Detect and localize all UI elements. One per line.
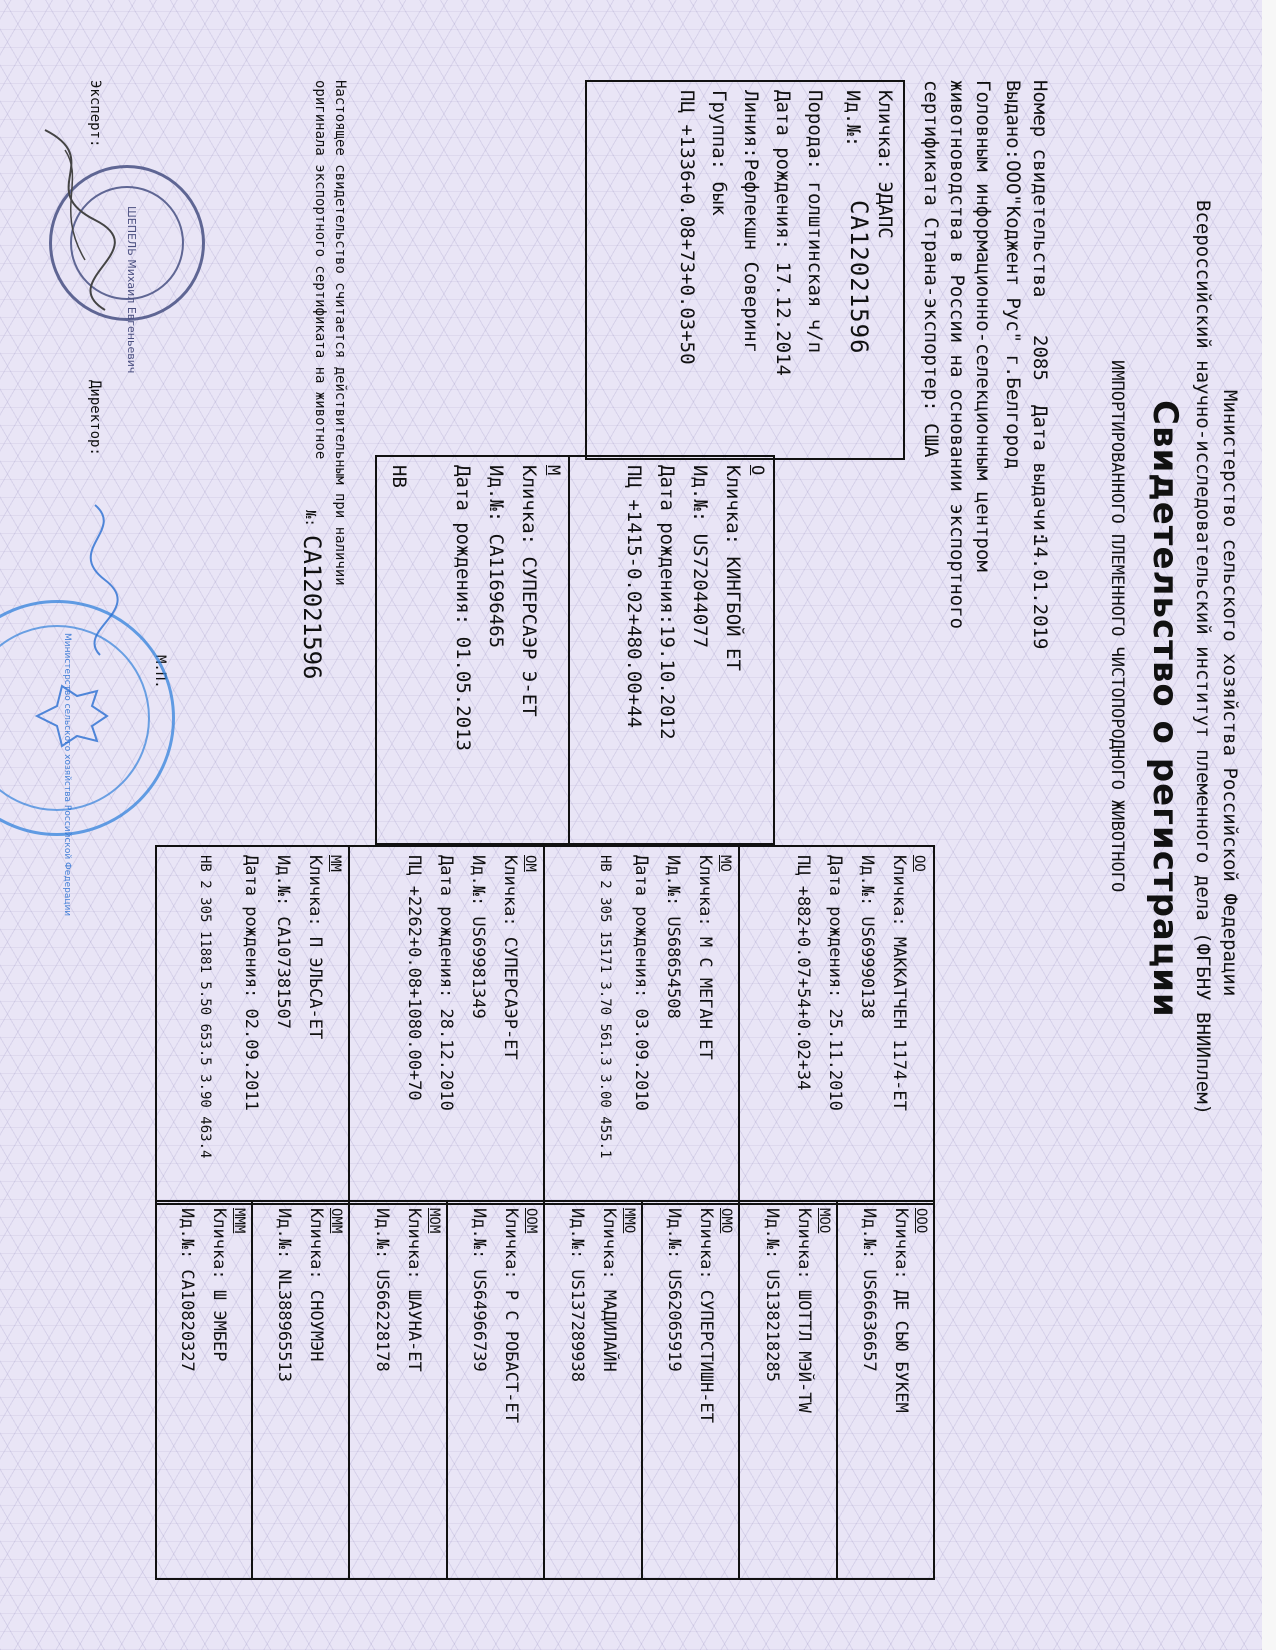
ggp-label: МММ — [231, 1208, 247, 1234]
animal-id-label: Ид.№: — [842, 90, 864, 148]
cert-date: 14.01.2019 — [1029, 535, 1051, 650]
gp-mm-label: ММ — [327, 855, 343, 872]
parent-o-name: Кличка: КИНГБОЙ ЕТ — [722, 465, 744, 671]
gp-oo-name: Кличка: МАККАТЧЕН 1174-ЕТ — [889, 855, 909, 1111]
eagle-emblem-icon — [32, 681, 112, 751]
expert-stamp-text: ШЕПЕЛЬ Михаил Евгеньевич — [125, 206, 138, 374]
animal-pts: ПЦ +1336+0.08+73+0.03+50 — [676, 90, 698, 365]
gp-om-birth: Дата рождения: 28.12.2010 — [436, 855, 456, 1111]
animal-id: СА12021596 — [845, 200, 873, 355]
gp-oo-pts: ПЦ +882+0.07+54+0.02+34 — [793, 855, 813, 1091]
cert-no: СА12021596 — [298, 535, 326, 680]
gp-om-pts: ПЦ +2262+0.08+1080.00+70 — [404, 855, 424, 1101]
gp-divider-1 — [738, 845, 740, 1205]
ggp-divider-4 — [543, 1200, 545, 1580]
issuer-line-3: сертификата Страна-экспортер: США — [920, 80, 942, 458]
cert-date-label: Дата выдачи: — [1029, 405, 1051, 543]
ggp-id: Ид.№: NL388965513 — [274, 1208, 294, 1382]
gp-mm-name: Кличка: П ЭЛЬСА-ЕТ — [305, 855, 325, 1040]
parent-m-birth: Дата рождения: 01.05.2013 — [452, 465, 474, 751]
ministry-line: Министерство сельского хозяйства Российской Федерации — [1219, 390, 1241, 997]
gp-mo-hb: НВ 2 305 15171 3.70 561.3 3.00 455.1 — [597, 855, 613, 1159]
expert-label: Эксперт: — [87, 80, 103, 148]
mp-label: М.П. — [152, 655, 168, 689]
gp-om-id: Ид.№: US69981349 — [468, 855, 488, 1019]
animal-breed: Порода: голштинская ч/п — [804, 90, 826, 354]
grandparents-box — [155, 845, 935, 1205]
director-label: Директор: — [87, 380, 103, 456]
ggp-name: Кличка: Ш ЭМБЕР — [209, 1208, 229, 1362]
ggp-divider-3 — [641, 1200, 643, 1580]
director-signature — [55, 500, 135, 660]
animal-line: Линия:Рефлекшн Соверинг — [740, 90, 762, 354]
parent-o-pts: ПЦ +1415-0.02+480.00+44 — [623, 465, 645, 729]
ggp-id: Ид.№: US64966739 — [469, 1208, 489, 1372]
parent-o-birth: Дата рождения:19.10.2012 — [656, 465, 678, 740]
validity-line-2: оригинала экспортного сертификата на животное — [312, 80, 328, 460]
cert-no-label: №: — [302, 510, 318, 527]
gp-mo-name: Кличка: М С МЕГАН ЕТ — [695, 855, 715, 1060]
gp-divider-2 — [543, 845, 545, 1205]
ggp-divider-5 — [446, 1200, 448, 1580]
ggp-divider-1 — [836, 1200, 838, 1580]
document-title: Свидетельство о регистрации — [1145, 400, 1185, 1018]
gp-oo-id: Ид.№: US69990138 — [857, 855, 877, 1019]
ggp-label: ММО — [621, 1208, 637, 1234]
parents-divider — [568, 455, 570, 845]
gp-mo-birth: Дата рождения: 03.09.2010 — [631, 855, 651, 1111]
animal-birth: Дата рождения: 17.12.2014 — [772, 90, 794, 376]
gp-mm-hb: НВ 2 305 11881 5.50 653.5 3.90 463.4 — [197, 855, 213, 1159]
gp-divider-3 — [348, 845, 350, 1205]
validity-line-1: Настоящее свидетельство считается действительным при наличии — [332, 80, 348, 586]
gp-mm-id: Ид.№: СА107381507 — [273, 855, 293, 1029]
animal-group: Группа: бык — [708, 90, 730, 216]
ggp-id: Ид.№: US66228178 — [372, 1208, 392, 1372]
official-seal-text: Министерство сельского хозяйства Российской Федерации — [62, 633, 72, 917]
ggp-label: МОМ — [426, 1208, 442, 1234]
ggp-label: ООО — [913, 1208, 929, 1234]
issued-to: Выдано:ООО"Коджент Рус" г.Белгород — [1002, 80, 1024, 469]
ggp-name: Кличка: ДЕ СЬЮ БУКЕМ — [891, 1208, 911, 1413]
gp-om-label: ОМ — [522, 855, 538, 872]
ggp-label: МОО — [816, 1208, 832, 1234]
rotated-document — [15, 0, 1255, 1640]
gp-mo-label: МО — [717, 855, 733, 872]
scan-edge — [1262, 0, 1276, 1650]
ggp-name: Кличка: ШОТТЛ МЭЙ-ТW — [794, 1208, 814, 1413]
gp-mm-birth: Дата рождения: 02.09.2011 — [241, 855, 261, 1111]
gp-mo-id: Ид.№: US68654508 — [663, 855, 683, 1019]
ggp-id: Ид.№: US66636657 — [859, 1208, 879, 1372]
ggp-name: Кличка: ШАУНА-ЕТ — [404, 1208, 424, 1372]
great-grandparents-box — [155, 1200, 935, 1580]
parent-m-hb: НВ — [388, 465, 410, 488]
ggp-name: Кличка: МАДИЛАЙН — [599, 1208, 619, 1372]
document-subtitle: ИМПОРТИРОВАННОГО ПЛЕМЕННОГО ЧИСТОПОРОДНОГО ЖИВОТНОГО — [1107, 360, 1127, 893]
parents-box — [375, 455, 775, 845]
ggp-label: ООМ — [523, 1208, 539, 1234]
ggp-id: Ид.№: US138218285 — [762, 1208, 782, 1382]
ggp-id: Ид.№: СА10820327 — [177, 1208, 197, 1372]
parent-o-id: Ид.№: US72044077 — [689, 465, 711, 649]
parent-m-id: Ид.№: СА11696465 — [485, 465, 507, 649]
parent-o-label: О — [747, 465, 767, 476]
animal-name: Кличка: ЭДАПС — [874, 90, 896, 239]
institute-line: Всероссийский научно-исследовательский институт племенного дела (ФГБНУ ВНИИплем) — [1192, 200, 1214, 1116]
ggp-divider-6 — [348, 1200, 350, 1580]
ggp-id: Ид.№: US137289938 — [567, 1208, 587, 1382]
parent-m-label: М — [543, 465, 563, 476]
ggp-label: ОМО — [718, 1208, 734, 1234]
ggp-id: Ид.№: US62065919 — [664, 1208, 684, 1372]
ggp-name: Кличка: СУПЕРСТИШН-ЕТ — [696, 1208, 716, 1423]
ggp-divider-2 — [738, 1200, 740, 1580]
gp-oo-label: ОО — [911, 855, 927, 872]
ggp-name: Кличка: Р С РОБАСТ-ЕТ — [501, 1208, 521, 1423]
cert-number-label: Номер свидетельства — [1029, 80, 1051, 298]
cert-number: 2085 — [1029, 335, 1051, 381]
ggp-name: Кличка: СНОУМЭН — [306, 1208, 326, 1362]
expert-signature — [25, 120, 125, 320]
ggp-divider-7 — [251, 1200, 253, 1580]
issuer-line-1: Головным информационно-селекционным центром — [972, 80, 994, 572]
ggp-label: ОММ — [328, 1208, 344, 1234]
gp-oo-birth: Дата рождения: 25.11.2010 — [825, 855, 845, 1111]
issuer-line-2: животноводства в России на основании экспортного — [946, 80, 968, 630]
gp-om-name: Кличка: СУПЕРСАЭР-ЕТ — [500, 855, 520, 1060]
parent-m-name: Кличка: СУПЕРСАЭР Э-ЕТ — [518, 465, 540, 717]
